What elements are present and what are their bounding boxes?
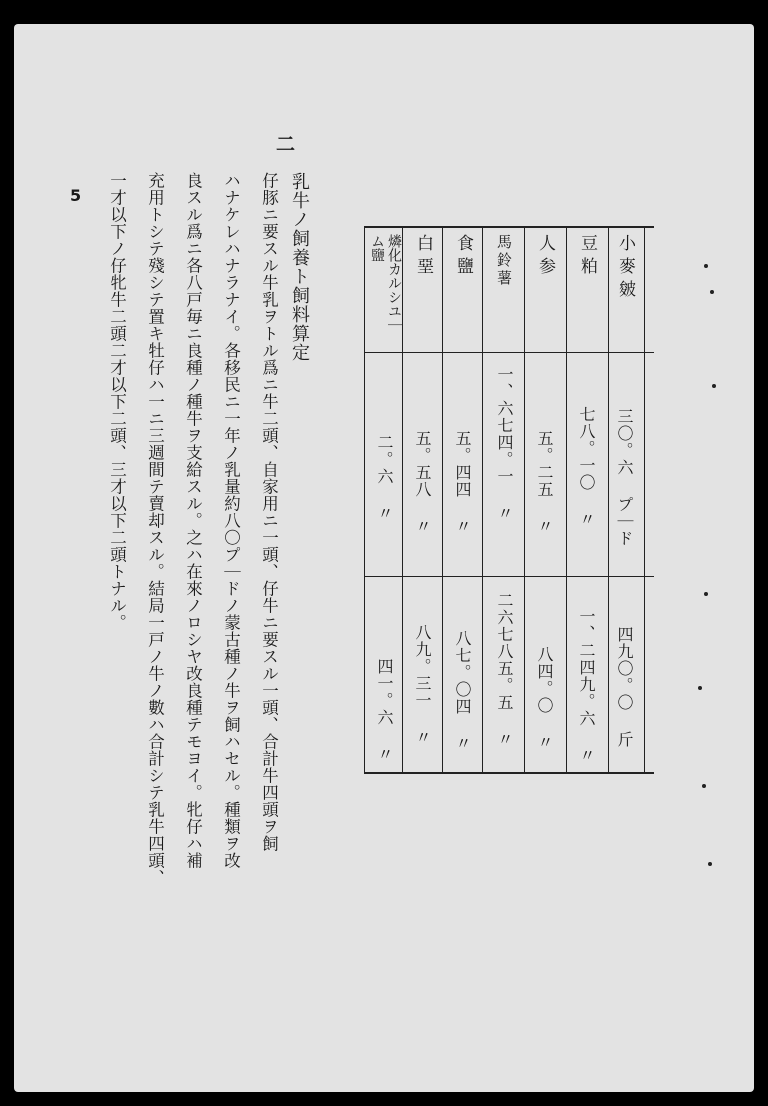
table-divider-1 — [364, 352, 654, 353]
scan-speck — [708, 862, 712, 866]
table-cell-value: 八九。三一 〃 — [413, 624, 432, 746]
table-cell-value: 五。五八 〃 — [413, 430, 432, 535]
paragraph-line: ハナケレハナラナイ。各移民ニ一年ノ乳量約八〇プ｜ドノ蒙古種ノ牛ヲ飼ハセル。種類ヲ改 — [221, 172, 241, 869]
table-cell-item: 食鹽 — [453, 234, 473, 280]
paragraph-line: 一才以下ノ仔牝牛二頭二才以下二頭、三才以下二頭トナル。 — [107, 172, 127, 631]
table-cell-item: 小麥皴 — [615, 234, 635, 303]
paragraph-line: 良スル爲ニ各八戸毎ニ良種ノ種牛ヲ支給スル。之ハ在來ノロシヤ改良種テモヨイ。牝仔ハ補 — [183, 172, 203, 869]
table-col-rule-7 — [364, 226, 365, 774]
table-cell-value: 二六七八五。五 〃 — [495, 592, 514, 748]
scan-speck — [710, 290, 714, 294]
table-col-rule-2 — [566, 226, 567, 774]
table-cell-value: 七八。一〇 〃 — [577, 406, 596, 528]
scan-speck — [712, 384, 716, 388]
table-cell-item: 人参 — [535, 234, 555, 280]
table-cell-value: 三〇。六 プ｜ド — [615, 408, 634, 547]
table-col-rule-0 — [644, 226, 645, 774]
table-bottom-rule — [364, 772, 654, 774]
table-cell-item: 白堊 — [413, 234, 433, 280]
feed-table — [364, 198, 654, 774]
table-cell-value: 二。六 〃 — [375, 434, 394, 522]
table-col-rule-3 — [524, 226, 525, 774]
section-title: 乳牛ノ飼養ト飼料算定 — [289, 172, 310, 362]
paragraph-line: 充用トシテ殘シテ置キ牡仔ハ一ニ三週間テ賣却スル。結局一戸ノ牛ノ數ハ合計シテ乳牛四頭、 — [145, 172, 165, 886]
table-divider-2 — [364, 576, 654, 577]
page-number: 5 — [70, 186, 82, 205]
table-cell-value: 四一。六 〃 — [375, 658, 394, 763]
table-col-rule-5 — [442, 226, 443, 774]
document-page — [14, 24, 754, 1092]
table-cell-value: 五。二五 〃 — [535, 430, 554, 535]
table-cell-value: 一、六七四。一 〃 — [495, 366, 514, 522]
table-cell-value: 五。四四 〃 — [453, 430, 472, 535]
table-cell-value: 四九〇。〇 斤 — [615, 626, 634, 748]
table-col-rule-4 — [482, 226, 483, 774]
table-cell-value: 一、二四九。六 〃 — [577, 608, 596, 764]
table-cell-value: 八四。〇 〃 — [535, 646, 554, 751]
table-top-rule — [364, 226, 654, 228]
paragraph-line: 仔豚ニ要スル牛乳ヲトル爲ニ牛二頭、自家用ニ一頭、仔牛ニ要スル一頭、合計牛四頭ヲ飼 — [259, 172, 279, 852]
scan-speck — [704, 592, 708, 596]
scan-speck — [704, 264, 708, 268]
table-cell-item: 豆粕 — [577, 234, 597, 280]
table-cell-item: 馬鈴薯 — [495, 234, 513, 288]
table-col-rule-6 — [402, 226, 403, 774]
section-number: 二 — [273, 134, 295, 153]
table-cell-item: 燐化カルシユ｜ム鹽 — [369, 234, 402, 332]
scan-speck — [702, 784, 706, 788]
scan-speck — [698, 686, 702, 690]
table-cell-value: 八七。〇四 〃 — [453, 630, 472, 752]
table-col-rule-1 — [608, 226, 609, 774]
